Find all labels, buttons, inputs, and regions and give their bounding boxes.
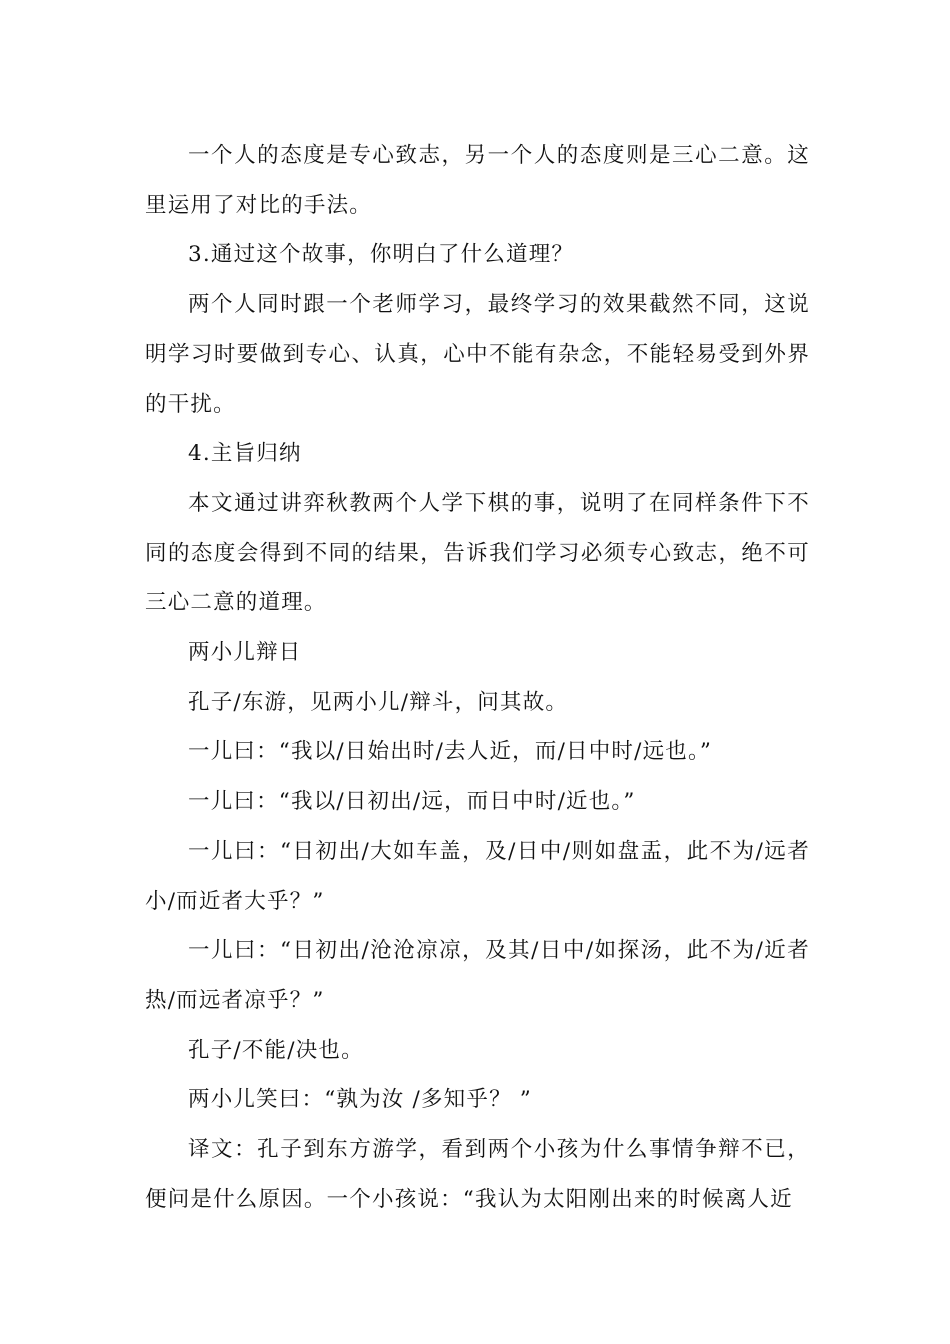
classical-text-line: 孔子/东游，见两小儿/辩斗，问其故。 bbox=[188, 689, 569, 715]
paragraph-contrast-explanation: 一个人的态度是专心致志，另一个人的态度则是三心二意。这里运用了对比的手法。 bbox=[145, 143, 810, 218]
question-4-heading: 4.主旨归纳 bbox=[188, 441, 302, 467]
paragraph-lesson-answer: 两个人同时跟一个老师学习，最终学习的效果截然不同，这说明学习时要做到专心、认真，心中不能有杂念，不能轻易受到外界的干扰。 bbox=[145, 292, 810, 417]
paragraph-theme-summary: 本文通过讲弈秋教两个人学下棋的事，说明了在同样条件下不同的态度会得到不同的结果，告诉我们学习必须专心致志，绝不可三心二意的道理。 bbox=[145, 490, 810, 616]
classical-text-line: 一儿曰：“日初出/沧沧凉凉，及其/日中/如探汤，此不为/近者热/而远者凉乎？” bbox=[145, 938, 810, 1013]
question-3-heading: 3.通过这个故事，你明白了什么道理？ bbox=[188, 242, 575, 268]
classical-text-line: 一儿曰：“我以/日初出/远，而日中时/近也。” bbox=[188, 789, 636, 815]
document-page bbox=[145, 131, 810, 1224]
classical-text-line: 两小儿笑曰：“孰为汝 /多知乎？ ” bbox=[188, 1087, 532, 1113]
paragraph-translation: 译文：孔子到东方游学，看到两个小孩为什么事情争辩不已，便问是什么原因。一个小孩说：“我认为太阳刚出来的时候离人近 bbox=[145, 1137, 810, 1212]
classical-text-line: 一儿曰：“我以/日始出时/去人近，而/日中时/远也。” bbox=[188, 739, 713, 765]
classical-text-line: 一儿曰：“日初出/大如车盖，及/日中/则如盘盂，此不为/远者小/而近者大乎？” bbox=[145, 838, 810, 914]
classical-text-line: 孔子/不能/决也。 bbox=[188, 1037, 364, 1063]
section-title-liangxiaoer-bianri: 两小儿辩日 bbox=[188, 640, 302, 666]
